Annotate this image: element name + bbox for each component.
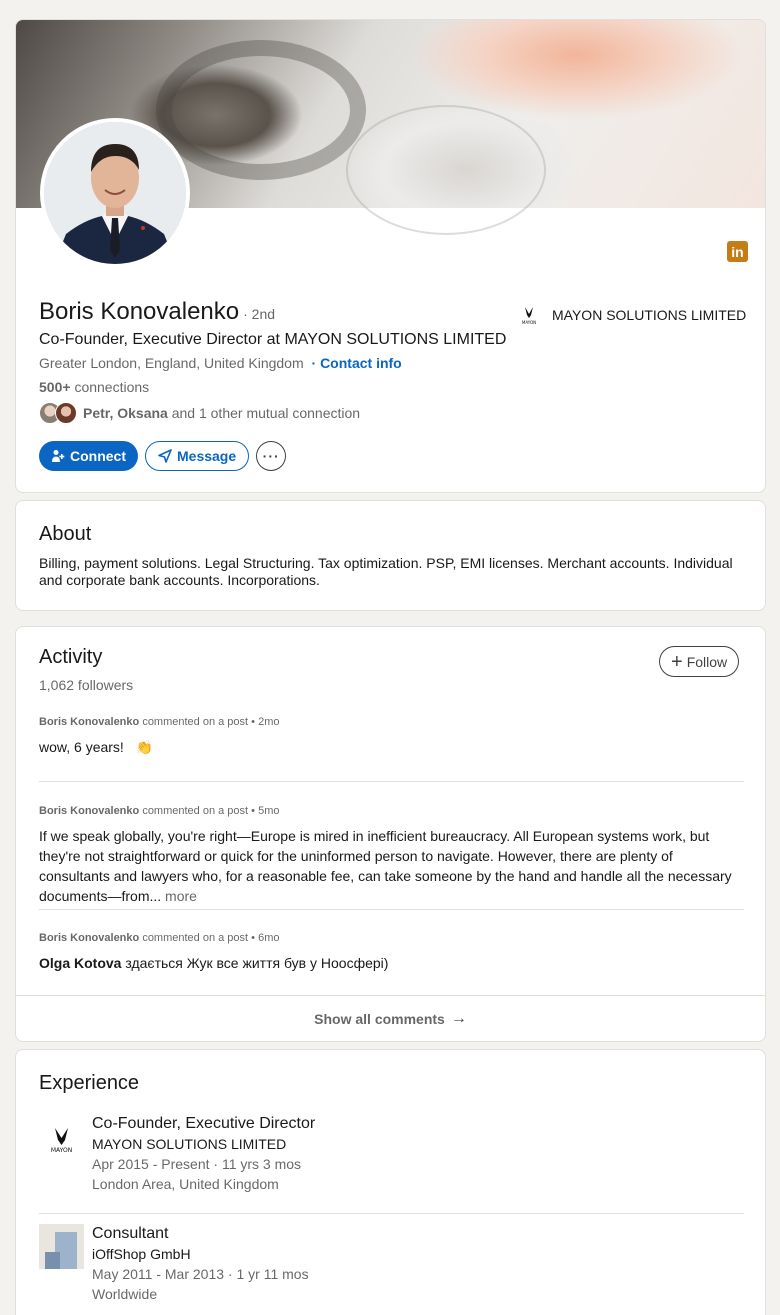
experience-details (92, 1224, 309, 1304)
profile-photo (44, 122, 186, 264)
activity-title: Activity (39, 646, 103, 668)
follow-button[interactable] (659, 646, 739, 677)
connect-button-label: Connect (70, 448, 126, 464)
profile-headline: Co-Founder, Executive Director at MAYON SOLUTIONS LIMITED (39, 331, 507, 348)
profile-location: Greater London, England, United Kingdom (39, 355, 304, 371)
post-author: Boris Konovalenko (39, 716, 140, 728)
post-time: • 6mo (251, 932, 280, 944)
profile-actions (39, 441, 286, 471)
connection-degree-badge: · 2nd (243, 306, 276, 322)
post-body (39, 826, 744, 906)
experience-title: Experience (39, 1072, 140, 1094)
post-text: здається Жук все життя був у Ноосфері) (125, 955, 389, 971)
plus-icon: + (671, 650, 683, 673)
svg-text:MAYON: MAYON (521, 320, 537, 325)
current-company-name: MAYON SOLUTIONS LIMITED (552, 307, 747, 323)
profile-name-row (39, 298, 275, 326)
experience-company: iOffShop GmbH (92, 1246, 191, 1262)
activity-post[interactable] (39, 805, 744, 906)
post-divider (39, 781, 744, 782)
mayon-logo-icon (39, 1114, 84, 1159)
profile-top-card (15, 19, 766, 493)
post-body (39, 953, 744, 973)
show-all-comments-label: Show all comments (314, 1010, 445, 1027)
add-person-icon (51, 449, 65, 463)
followers-count: 1,062 followers (39, 677, 134, 693)
clapping-hands-icon: 👏 (135, 739, 154, 755)
linkedin-icon[interactable]: in (727, 241, 748, 262)
mayon-logo-icon (516, 305, 542, 325)
experience-item[interactable] (39, 1224, 744, 1304)
post-meta (39, 805, 744, 817)
experience-company: MAYON SOLUTIONS LIMITED (92, 1136, 287, 1152)
post-author: Boris Konovalenko (39, 932, 140, 944)
activity-post[interactable] (39, 932, 744, 973)
connections-number: 500+ (39, 379, 71, 395)
experience-job-title: Consultant (92, 1225, 169, 1242)
connections-label: connections (74, 379, 150, 395)
connections-count[interactable] (39, 379, 149, 395)
experience-job-title: Co-Founder, Executive Director (92, 1115, 316, 1132)
mutual-connections-text (83, 405, 360, 421)
post-time: • 5mo (251, 805, 280, 817)
experience-divider (39, 1213, 744, 1214)
see-more-link[interactable]: more (165, 888, 197, 904)
banner-seal-decoration (346, 105, 546, 235)
post-action: commented on a post (142, 932, 249, 944)
post-meta (39, 932, 744, 944)
activity-section (15, 626, 766, 1042)
post-author: Boris Konovalenko (39, 805, 140, 817)
post-meta (39, 716, 744, 728)
about-text: Billing, payment solutions. Legal Structuring. Tax optimization. PSP, EMI licenses. Merchant accounts. Individual and corporate bank accounts. Incorporations. (39, 555, 733, 588)
connect-button[interactable] (39, 441, 138, 471)
message-button-label: Message (177, 448, 237, 464)
experience-details (92, 1114, 315, 1194)
arrow-right-icon: → (450, 1009, 467, 1027)
svg-text:MAYON: MAYON (50, 1147, 73, 1154)
experience-section (15, 1049, 766, 1315)
experience-dates: Apr 2015 - Present · 11 yrs 3 mos (92, 1156, 302, 1172)
more-icon: ··· (262, 448, 280, 464)
post-divider (39, 909, 744, 910)
post-action: commented on a post (142, 716, 249, 728)
post-body (39, 737, 744, 757)
message-button[interactable] (145, 441, 249, 471)
more-actions-button[interactable] (256, 441, 286, 471)
experience-location: Worldwide (92, 1286, 158, 1302)
activity-post[interactable] (39, 716, 744, 757)
company-placeholder-icon (39, 1224, 84, 1269)
send-icon (158, 449, 172, 463)
follow-button-label: Follow (686, 653, 728, 670)
profile-location-row (39, 355, 402, 371)
mutual-avatar-oksana (55, 402, 77, 424)
mutual-rest: and 1 other mutual connection (171, 405, 361, 421)
about-title: About (39, 523, 92, 545)
post-text: If we speak globally, you're right—Europe is mired in inefficient bureaucracy. All European systems work, but they're not straightforward or quick for the uninformed person to navigate. However, there are plenty of consultants and lawyers who, for a reasonable fee, can take someone by the hand and handle all the necessary documents—from... (39, 828, 732, 904)
post-action: commented on a post (142, 805, 249, 817)
experience-dates: May 2011 - Mar 2013 · 1 yr 11 mos (92, 1266, 309, 1282)
about-section (15, 500, 766, 611)
profile-avatar[interactable] (40, 118, 190, 268)
contact-info-link[interactable]: · Contact info (311, 355, 402, 371)
show-all-comments-button[interactable] (16, 995, 765, 1041)
mutual-connections[interactable] (39, 402, 360, 424)
experience-location: London Area, United Kingdom (92, 1176, 279, 1192)
mutual-names: Petr, Oksana (83, 405, 168, 421)
post-time: • 2mo (251, 716, 280, 728)
mentioned-person-link[interactable]: Olga Kotova (39, 955, 122, 971)
experience-item[interactable] (39, 1114, 744, 1194)
banner-stamp-decoration (156, 40, 366, 180)
current-company-link[interactable] (516, 305, 746, 325)
profile-name: Boris Konovalenko (39, 298, 240, 325)
post-text: wow, 6 years! (39, 739, 124, 755)
